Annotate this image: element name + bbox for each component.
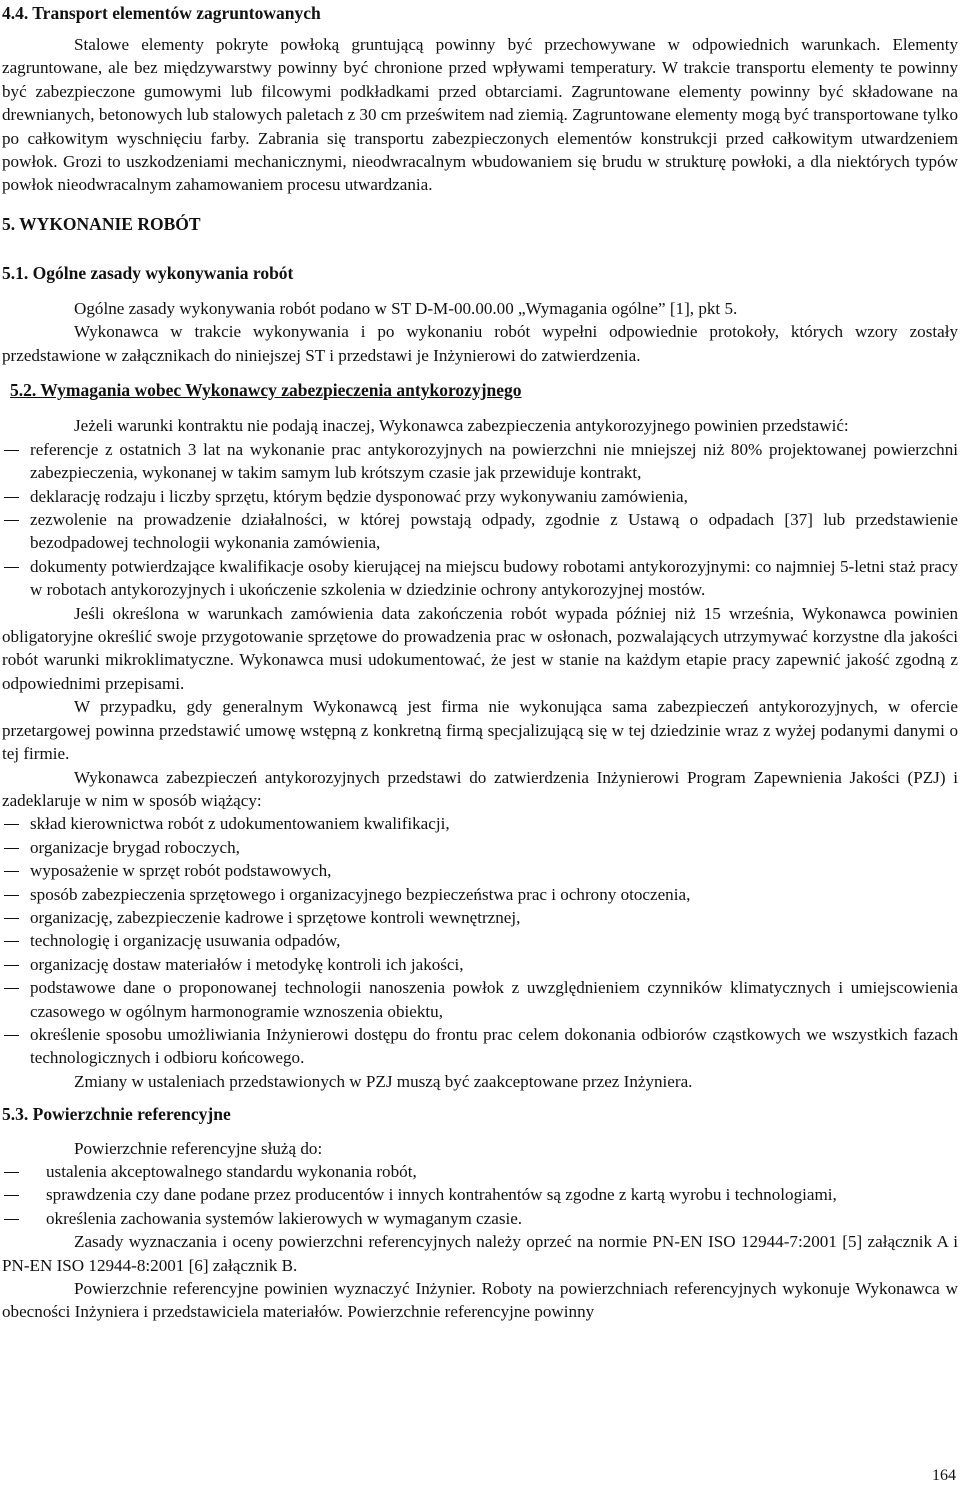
section-5-1-body [2,297,958,367]
list-item: organizację, zabezpieczenie kadrowe i sprzętowe kontroli wewnętrznej, [2,906,958,929]
section-5-1-paragraph-2: Wykonawca w trakcie wykonywania i po wykonaniu robót wypełni odpowiednie protokoły, których wzory zostały przedstawione w załącznikach do niniejszej ST i przedstawi je Inżynierowi do zatwierdzenia. [2,322,958,365]
section-5-3-list [2,1160,958,1230]
list-item: ustalenia akceptowalnego standardu wykonania robót, [2,1160,958,1183]
list-item: określenia zachowania systemów lakierowych w wymaganym czasie. [2,1207,958,1230]
section-5-2-heading [10,379,958,402]
list-item: sposób zabezpieczenia sprzętowego i organizacyjnego bezpieczeństwa prac i ochrony otoczenia, [2,883,958,906]
section-5-1-heading: 5.1. Ogólne zasady wykonywania robót [2,263,294,283]
section-5-2-intro: Jeżeli warunki kontraktu nie podają inaczej, Wykonawca zabezpieczenia antykorozyjnego powinien przedstawić: [74,416,849,436]
list-item: określenie sposobu umożliwiania Inżynierowi dostępu do frontu prac celem dokonania odbiorów cząstkowych we wszystkich fazach technologicznych i odbioru końcowego. [2,1023,958,1070]
section-5-2-heading-text: 5.2. Wymagania wobec Wykonawcy zabezpieczenia antykorozyjnego [10,380,522,400]
section-5-3-paragraph-1: Zasady wyznaczania i oceny powierzchni referencyjnych należy oprzeć na normie PN-EN ISO 12944-7:2001 [5] załącznik A i PN-EN ISO 12944-8:2001 [6] załącznik B. [2,1232,958,1275]
section-5-2-paragraph-4: Zmiany w ustaleniach przedstawionych w PZJ muszą być zaakceptowane przez Inżyniera. [74,1071,693,1091]
section-5-2-list-2 [2,812,958,1069]
section-5-heading: 5. WYKONANIE ROBÓT [2,214,201,234]
section-5-3-intro: Powierzchnie referencyjne służą do: [74,1138,323,1158]
section-5-2-paragraph-2: W przypadku, gdy generalnym Wykonawcą jest firma nie wykonująca sama zabezpieczeń antykorozyjnych, w ofercie przetargowej powinna przedstawić umowę wstępną z konkretną firmą specjalizującą się w tej dziedzinie wraz z wyżej podanymi danymi o tej firmie. [2,697,958,764]
section-4-4-paragraph: Stalowe elementy pokryte powłoką gruntującą powinny być przechowywane w odpowiednich warunkach. Elementy zagruntowane, ale bez międzywarstwy powinny być chronione przed wpływami temperatury. W trakcie transportu elementy te powinny być zabezpieczone gumowymi lub filcowymi podkładkami przed obtarciami. Zagruntowane elementy powinny być składowane na drewnianych, betonowych lub stalowych paletach z 30 cm prześwitem nad ziemią. Zagruntowane elementy mogą być transportowane tylko po całkowitym wyschnięciu farby. Zabrania się transportu zabezpieczonych elementów konstrukcji przed całkowitym utwardzeniem powłok. Grozi to uszkodzeniami mechanicznymi, nieodwracalnym wbudowaniem się brudu w strukturę powłoki, a dla niektórych typów powłok nieodwracalnym zahamowaniem procesu utwardzania. [2,35,958,195]
section-5-2-list-1 [2,438,958,602]
page-number: 164 [932,1467,956,1484]
list-item: referencje z ostatnich 3 lat na wykonanie prac antykorozyjnych na powierzchni nie mniejszej niż 80% projektowanej powierzchni zabezpieczenia, wykonanej w takim samym lub krótszym czasie jak przewiduje kontrakt, [2,438,958,485]
section-5-3-paragraph-2: Powierzchnie referencyjne powinien wyznaczyć Inżynier. Roboty na powierzchniach referencyjnych wykonuje Wykonawca w obecności Inżyniera i przedstawiciela materiałów. Powierzchnie referencyjne powinny [2,1279,958,1322]
section-5-2-paragraph-1: Jeśli określona w warunkach zamówienia data zakończenia robót wypada później niż 15 września, Wykonawca powinien obligatoryjne określić swoje przygotowanie sprzętowe do prowadzenia prac w osłonach, pozwalających utrzymywać korzystne dla jakości robót warunki mikroklimatyczne. Wykonawca musi udokumentować, że jest w stanie na każdym etapie pracy zapewnić jakość zgodną z odpowiednimi przepisami. [2,603,958,693]
list-item: deklarację rodzaju i liczby sprzętu, którym będzie dysponować przy wykonywaniu zamówienia, [2,485,958,508]
section-4-4-heading: 4.4. Transport elementów zagruntowanych [2,3,321,23]
list-item: organizacje brygad roboczych, [2,836,958,859]
list-item: wyposażenie w sprzęt robót podstawowych, [2,859,958,882]
section-5-3-heading: 5.3. Powierzchnie referencyjne [2,1104,231,1125]
section-5-2 [2,379,958,1324]
list-item: skład kierownictwa robót z udokumentowaniem kwalifikacji, [2,812,958,835]
list-item: dokumenty potwierdzające kwalifikacje osoby kierującej na miejscu budowy robotami antykorozyjnymi: co najmniej 5-letni staż pracy w robotach antykorozyjnych i ukończenie szkolenia w dziedzinie ochrony antykorozyjnej mostów. [2,555,958,602]
section-4-4-body [2,33,958,197]
section-5-2-paragraph-3: Wykonawca zabezpieczeń antykorozyjnych przedstawi do zatwierdzenia Inżynierowi Program Zapewnienia Jakości (PZJ) i zadeklaruje w nim w sposób wiążący: [2,767,958,810]
list-item: organizację dostaw materiałów i metodykę kontroli ich jakości, [2,953,958,976]
list-item: technologię i organizację usuwania odpadów, [2,929,958,952]
list-item: sprawdzenia czy dane podane przez producentów i innych kontrahentów są zgodne z kartą wyrobu i technologiami, [2,1183,958,1206]
list-item: zezwolenie na prowadzenie działalności, w której powstają odpady, zgodnie z Ustawą o odpadach [37] lub przedstawienie bezodpadowej technologii wykonania zamówienia, [2,508,958,555]
list-item: podstawowe dane o proponowanej technologii nanoszenia powłok z uwzględnieniem czynników klimatycznych i umiejscowienia czasowego w ogólnym harmonogramie wznoszenia obiektu, [2,976,958,1023]
section-5-1-paragraph-1: Ogólne zasady wykonywania robót podano w ST D-M-00.00.00 „Wymagania ogólne” [1], pkt 5. [74,299,738,318]
